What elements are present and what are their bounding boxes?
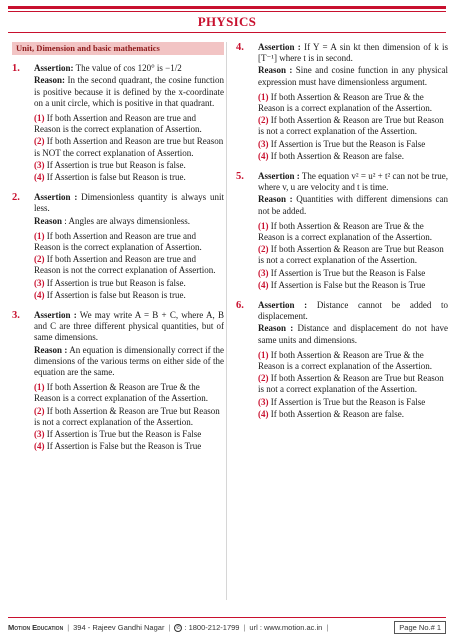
section-heading: Unit, Dimension and basic mathematics xyxy=(12,42,224,55)
assertion-text xyxy=(34,63,224,74)
option-text: If both Assertion & Reason are false. xyxy=(268,408,404,419)
footer-phone: : 1800-212-1799 xyxy=(184,623,240,632)
answer-option[interactable] xyxy=(258,139,448,150)
question-number: 5. xyxy=(236,171,244,183)
assertion-body: If Y = A sin kt then dimension of k is [T⁻¹] where t is in second. xyxy=(258,42,448,64)
question-item xyxy=(12,192,224,301)
right-column xyxy=(236,42,448,429)
footer-brand: Motion Education xyxy=(8,623,64,632)
answer-option[interactable] xyxy=(258,397,448,408)
question-number: 2. xyxy=(12,192,20,204)
answer-option[interactable] xyxy=(258,280,448,291)
option-text: If Assertion is True but the Reason is False xyxy=(268,138,426,149)
reason-label: Reason xyxy=(34,215,63,226)
question-number: 1. xyxy=(12,63,20,75)
answer-option[interactable] xyxy=(34,160,224,171)
option-text: If both Assertion & Reason are True but Reason is not a correct explanation of the Assertion. xyxy=(258,244,444,266)
option-text: If both Assertion & Reason are True but Reason is not a correct explanation of the Assertion. xyxy=(258,373,444,395)
option-number: (3) xyxy=(34,159,45,170)
option-number: (4) xyxy=(34,441,45,452)
option-list xyxy=(34,382,224,452)
option-text: If Assertion is False but the Reason is True xyxy=(44,441,202,452)
answer-option[interactable] xyxy=(258,268,448,279)
answer-option[interactable] xyxy=(34,136,224,158)
question-item xyxy=(236,300,448,420)
assertion-label: Assertion: xyxy=(34,63,74,74)
assertion-text xyxy=(34,192,224,214)
option-number: (1) xyxy=(258,349,269,360)
assertion-text xyxy=(258,42,448,64)
option-number: (1) xyxy=(34,230,45,241)
reason-body: : Angles are always dimensionless. xyxy=(62,215,190,226)
option-number: (1) xyxy=(258,91,269,102)
column-divider xyxy=(226,42,227,600)
answer-option[interactable] xyxy=(34,254,224,276)
reason-text xyxy=(258,194,448,216)
option-list xyxy=(258,350,448,420)
option-number: (1) xyxy=(34,382,45,393)
question-item xyxy=(236,42,448,162)
answer-option[interactable] xyxy=(34,231,224,253)
answer-option[interactable] xyxy=(34,441,224,452)
answer-option[interactable] xyxy=(258,221,448,243)
reason-label: Reason : xyxy=(258,65,293,76)
question-number: 3. xyxy=(12,310,20,322)
assertion-body: We may write A = B + C, where A, B and C are three different physical quantities, but of same dimensions. xyxy=(34,310,225,343)
option-text: If both Assertion & Reason are True & the Reason is a correct explanation of the Assertion. xyxy=(258,220,432,243)
option-number: (2) xyxy=(34,405,45,416)
option-text: If Assertion is true but Reason is false. xyxy=(44,277,186,288)
footer-separator: | xyxy=(168,623,171,632)
reason-body: Quantities with different dimensions can not be added. xyxy=(258,194,449,216)
left-column xyxy=(12,42,224,462)
option-number: (1) xyxy=(34,113,45,124)
option-text: If Assertion is true but Reason is false. xyxy=(44,159,186,170)
option-number: (2) xyxy=(258,373,269,384)
assertion-body: The value of cos 120° is −1/2 xyxy=(73,63,182,74)
answer-option[interactable] xyxy=(34,172,224,183)
option-number: (4) xyxy=(34,289,45,300)
option-text: If both Assertion and Reason are true and Reason is not the correct explanation of Assertion. xyxy=(34,254,216,276)
option-text: If Assertion is false but Reason is true. xyxy=(44,172,186,183)
assertion-text xyxy=(258,171,448,193)
reason-body: Sine and cosine function in any physical expression must have dimensionless argument. xyxy=(258,65,449,87)
option-text: If Assertion is True but the Reason is False xyxy=(44,429,202,440)
reason-body: Distance and displacement do not have same units and dimensions. xyxy=(258,323,448,345)
reason-text xyxy=(34,75,224,109)
reason-body: An equation is dimensionally correct if the dimensions of the various terms on either side of the equation are the same. xyxy=(34,344,225,378)
page-number: Page No.# 1 xyxy=(394,621,446,634)
answer-option[interactable] xyxy=(34,382,224,404)
option-number: (3) xyxy=(34,429,45,440)
assertion-text xyxy=(34,310,224,344)
option-list xyxy=(258,92,448,162)
option-number: (2) xyxy=(34,136,45,147)
answer-option[interactable] xyxy=(34,278,224,289)
answer-option[interactable] xyxy=(258,244,448,266)
option-text: If both Assertion & Reason are True & the Reason is a correct explanation of the Assertion. xyxy=(258,91,432,114)
option-text: If both Assertion & Reason are false. xyxy=(268,150,404,161)
reason-label: Reason : xyxy=(34,344,68,355)
answer-option[interactable] xyxy=(34,290,224,301)
answer-option[interactable] xyxy=(258,350,448,372)
reason-body: In the second quadrant, the cosine function is positive because it is defined by the x-coordinate on a unit circle, which is positive in that quadrant. xyxy=(34,75,224,108)
option-number: (4) xyxy=(258,279,269,290)
answer-option[interactable] xyxy=(34,113,224,135)
reason-text xyxy=(34,345,224,379)
title-rule xyxy=(8,32,446,33)
answer-option[interactable] xyxy=(258,115,448,137)
page-title: PHYSICS xyxy=(197,14,257,29)
assertion-label: Assertion : xyxy=(258,42,301,52)
option-text: If both Assertion and Reason are true and Reason is the correct explanation of Assertion. xyxy=(34,230,202,253)
question-item xyxy=(12,310,224,452)
assertion-label: Assertion : xyxy=(34,310,77,321)
option-number: (3) xyxy=(258,396,269,407)
option-list xyxy=(34,113,224,183)
option-text: If both Assertion and Reason are true but Reason is NOT the correct explanation of Assertion. xyxy=(34,136,224,158)
reason-text xyxy=(34,216,224,227)
option-text: If both Assertion & Reason are True & the Reason is a correct explanation of the Assertion. xyxy=(258,349,432,372)
option-number: (3) xyxy=(258,267,269,278)
assertion-label: Assertion : xyxy=(258,300,308,311)
reason-text xyxy=(258,65,448,87)
top-rule xyxy=(8,6,446,9)
footer xyxy=(8,621,446,634)
option-number: (3) xyxy=(258,138,269,149)
reason-label: Reason : xyxy=(258,194,293,205)
reason-label: Reason : xyxy=(258,323,294,334)
reason-label: Reason: xyxy=(34,75,65,86)
option-text: If Assertion is True but the Reason is False xyxy=(268,396,426,407)
option-text: If both Assertion & Reason are True but Reason is not a correct explanation of the Assertion. xyxy=(34,405,220,427)
option-number: (4) xyxy=(258,150,269,161)
option-text: If Assertion is True but the Reason is False xyxy=(268,267,426,278)
option-text: If Assertion is false but Reason is true. xyxy=(44,289,186,300)
question-item xyxy=(236,171,448,291)
assertion-label: Assertion : xyxy=(34,192,78,203)
footer-address: 394 - Rajeev Gandhi Nagar xyxy=(73,623,165,632)
footer-separator: | xyxy=(243,623,246,632)
phone-icon: ✆ xyxy=(176,624,181,631)
reason-text xyxy=(258,323,448,345)
answer-option[interactable] xyxy=(258,151,448,162)
assertion-body: The equation v² = u² + t² can not be true, where v, u are velocity and t is time. xyxy=(258,171,448,193)
question-number: 4. xyxy=(236,42,244,53)
right-question-list xyxy=(236,42,448,420)
option-number: (4) xyxy=(34,172,45,183)
option-number: (2) xyxy=(34,254,45,265)
option-text: If both Assertion & Reason are True but Reason is not a correct explanation of the Assertion. xyxy=(258,115,444,137)
option-text: If Assertion is False but the Reason is True xyxy=(268,279,426,290)
footer-rule xyxy=(8,617,446,618)
assertion-text xyxy=(258,300,448,322)
footer-url: url : www.motion.ac.in xyxy=(249,623,323,632)
option-text: If both Assertion and Reason are true and Reason is the correct explanation of Assertion. xyxy=(34,113,202,135)
option-list xyxy=(34,231,224,301)
answer-option[interactable] xyxy=(34,406,224,428)
option-number: (3) xyxy=(34,277,45,288)
answer-option[interactable] xyxy=(34,429,224,440)
assertion-body: Distance cannot be added to displacement. xyxy=(258,300,448,322)
option-number: (1) xyxy=(258,220,269,231)
question-number: 6. xyxy=(236,300,244,312)
answer-option[interactable] xyxy=(258,373,448,395)
assertion-body: Dimensionless quantity is always unit less. xyxy=(34,192,224,214)
question-item xyxy=(12,63,224,183)
top-rule-thin xyxy=(8,11,446,12)
option-number: (4) xyxy=(258,408,269,419)
option-list xyxy=(258,221,448,291)
left-question-list xyxy=(12,63,224,452)
option-number: (2) xyxy=(258,244,269,255)
answer-option[interactable] xyxy=(258,409,448,420)
answer-option[interactable] xyxy=(258,92,448,114)
option-text: If both Assertion & Reason are True & the Reason is a correct explanation of the Assertion. xyxy=(34,382,208,404)
footer-separator: | xyxy=(67,623,70,632)
footer-separator: | xyxy=(326,623,329,632)
assertion-label: Assertion : xyxy=(258,171,300,182)
option-number: (2) xyxy=(258,115,269,126)
